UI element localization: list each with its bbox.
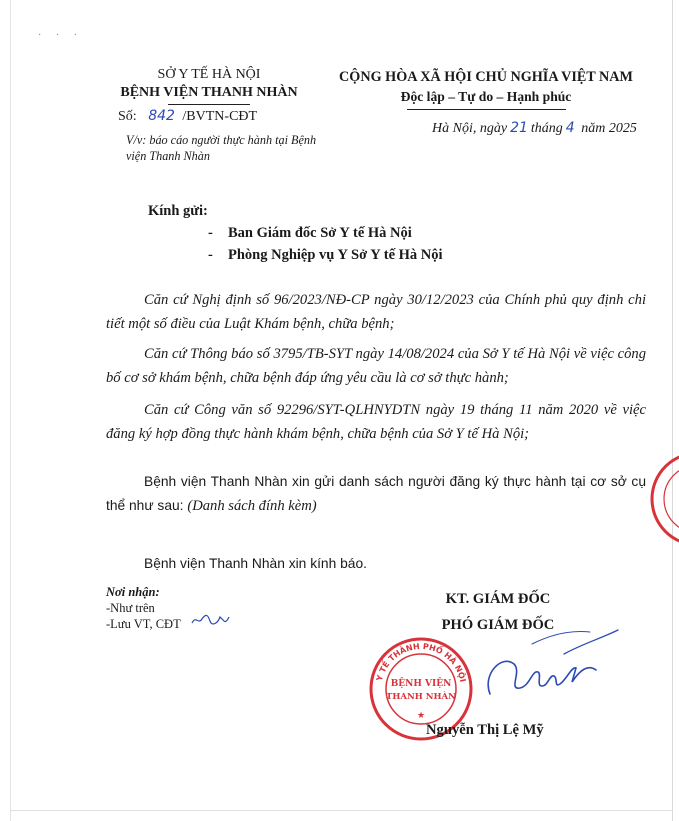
distribution-line: -Lưu VT, CĐT [106, 617, 181, 631]
director-signature-icon [472, 624, 622, 714]
national-header [322, 68, 650, 106]
scan-specks: · · · [38, 30, 83, 41]
body-paragraph-5: Bệnh viện Thanh Nhàn xin kính báo. [144, 556, 367, 571]
date-line [432, 120, 637, 137]
issuer-hospital: BỆNH VIỆN THANH NHÀN [120, 85, 298, 100]
distribution-line: -Như trên [106, 601, 155, 615]
document-subject: V/v: báo cáo người thực hành tại Bệnh viện Thanh Nhàn [126, 133, 317, 163]
body-paragraph-2: Căn cứ Thông báo số 3795/TB-SYT ngày 14/08/2024 của Sở Y tế Hà Nội về việc công bố cơ sở khám bệnh, chữa bệnh đáp ứng yêu cầu là cơ sở thực hành; [106, 346, 646, 386]
recipients-block [148, 200, 443, 266]
page-bottom-edge [10, 810, 673, 811]
recipient-item: - Ban Giám đốc Sở Y tế Hà Nội [208, 225, 412, 241]
document-number-suffix: /BVTN-CĐT [182, 109, 258, 124]
issuer-block [96, 66, 322, 102]
body-paragraph-4-main: Bệnh viện Thanh Nhàn xin gửi danh sách người đăng ký thực hành tại cơ sở cụ thể như sau: [106, 474, 646, 513]
date-month-handwritten: 4 [565, 120, 575, 136]
issuer-underline [168, 104, 250, 105]
seal-star-icon: ★ [416, 710, 426, 720]
document-number-prefix: Số: [118, 109, 137, 124]
recipients-label: Kính gửi: [148, 203, 208, 219]
date-year: năm 2025 [581, 121, 637, 136]
body-paragraph-1: Căn cứ Nghị định số 96/2023/NĐ-CP ngày 30/12/2023 của Chính phủ quy định chi tiết một số điều của Luật Khám bệnh, chữa bệnh; [106, 292, 646, 332]
distribution-list [106, 584, 181, 632]
body-paragraph-3: Căn cứ Công văn số 92296/SYT-QLHNYDTN ngày 19 tháng 11 năm 2020 về việc đăng ký hợp đồng thực hành khám bệnh, chữa bệnh của Sở Y tế Hà Nội; [106, 402, 646, 442]
signature-title-1: KT. GIÁM ĐỐC [445, 591, 551, 607]
motto-underline [407, 109, 566, 110]
body-paragraph-4 [106, 470, 646, 518]
signature-title-2: PHÓ GIÁM ĐỐC [441, 617, 555, 633]
document-number [118, 108, 257, 125]
seal-line-2: THANH NHÀN [386, 692, 456, 702]
recipient-item-text: Ban Giám đốc Sở Y tế Hà Nội [228, 225, 412, 241]
seal-line-1: BỆNH VIỆN [390, 679, 452, 689]
seal-outer-text: Y TẾ THÀNH PHỐ HÀ NỘI [374, 641, 468, 683]
edge-seal-icon [648, 444, 679, 554]
national-title: CỘNG HÒA XÃ HỘI CHỦ NGHĨA VIỆT NAM [339, 69, 633, 85]
page-left-edge [10, 0, 11, 821]
recipient-item-text: Phòng Nghiệp vụ Y Sở Y tế Hà Nội [228, 247, 443, 263]
signer-name: Nguyễn Thị Lệ Mỹ [426, 722, 544, 738]
date-month-label: tháng [530, 121, 563, 136]
date-prefix: Hà Nội, ngày [432, 121, 508, 136]
issuer-ministry: SỞ Y TẾ HÀ NỘI [157, 67, 261, 82]
distribution-title: Nơi nhận: [106, 585, 160, 599]
page-right-edge [672, 0, 673, 821]
recipient-item: - Phòng Nghiệp vụ Y Sở Y tế Hà Nội [208, 247, 443, 263]
document-number-handwritten: 842 [148, 108, 175, 124]
national-motto: Độc lập – Tự do – Hạnh phúc [400, 89, 572, 104]
initials-signature-icon [190, 611, 230, 627]
attachment-note: (Danh sách đính kèm) [187, 498, 317, 514]
date-day-handwritten: 21 [510, 120, 528, 136]
